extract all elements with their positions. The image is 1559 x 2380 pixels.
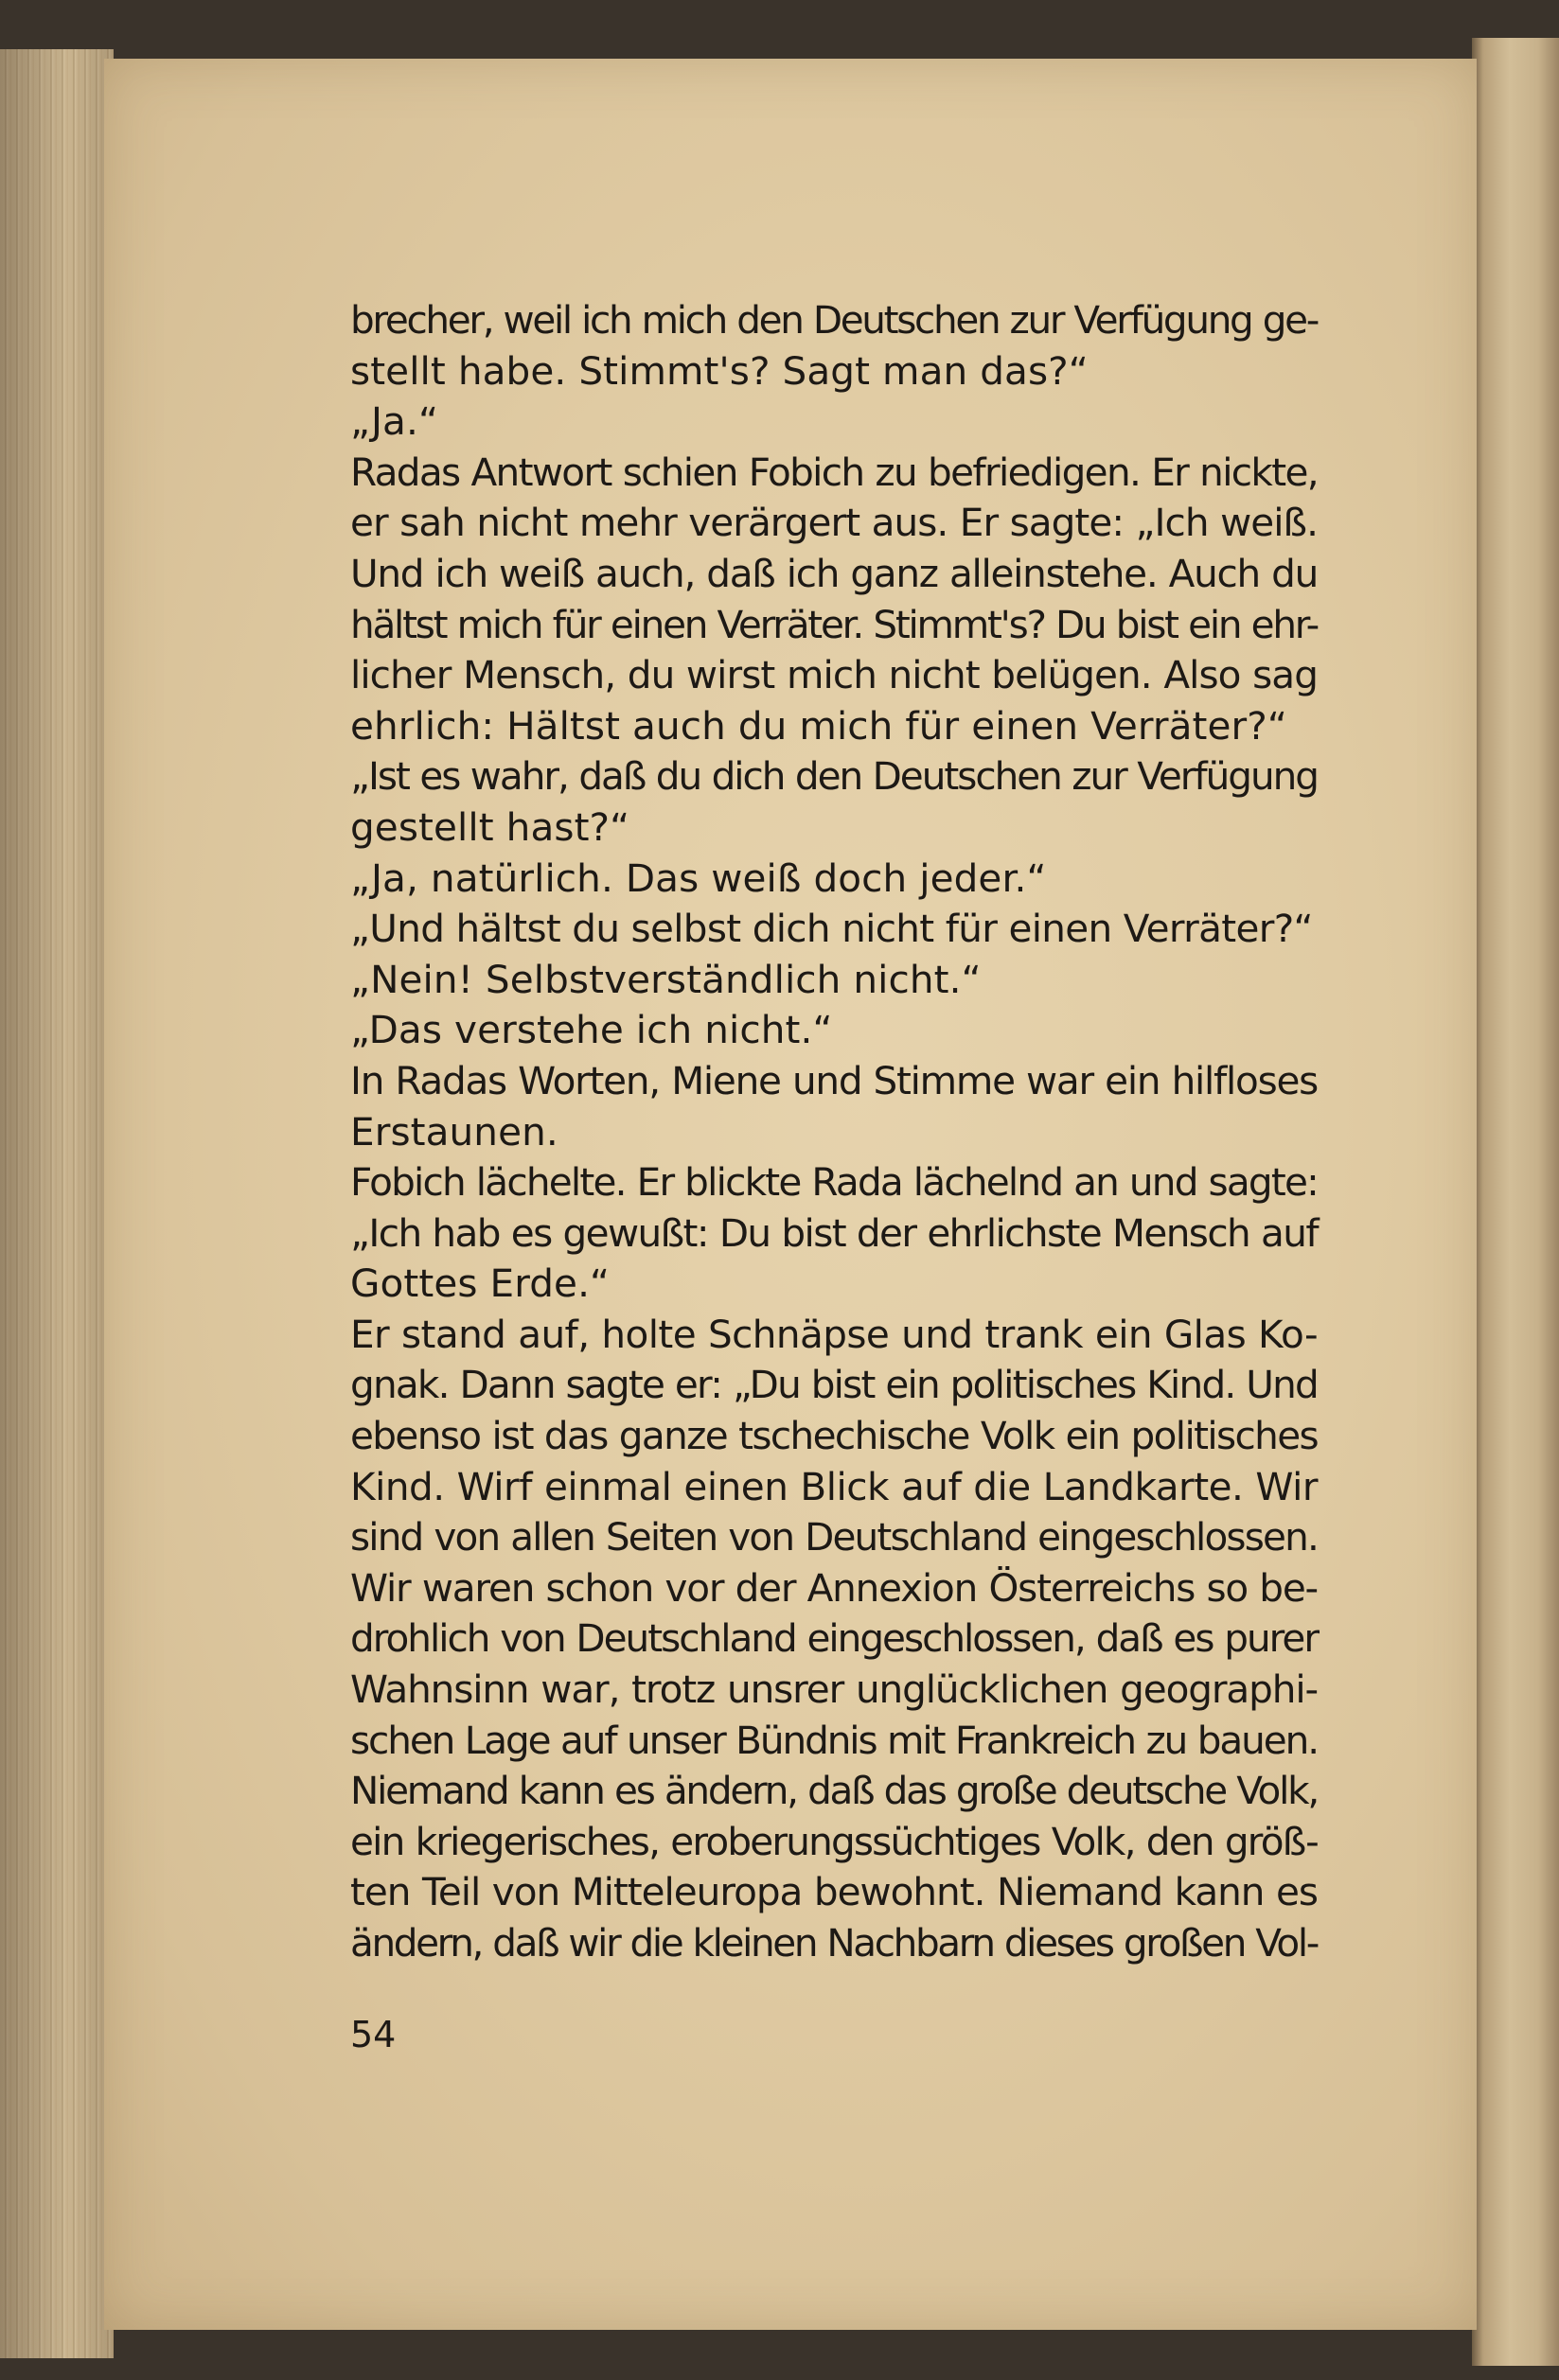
text-line: „Und hältst du selbst dich nicht für einen Verräter?“	[350, 906, 1313, 952]
text-line: gestellt hast?“	[350, 803, 630, 850]
text-line: Kind. Wirf einmal einen Blick auf die Landkarte. Wir	[350, 1463, 1318, 1509]
text-line: brecher, weil ich mich den Deutschen zur Verfügung ge-	[350, 297, 1318, 343]
text-line: „Ja.“	[350, 398, 439, 445]
text-line: ändern, daß wir die kleinen Nachbarn dieses großen Vol-	[350, 1920, 1318, 1966]
text-line: ten Teil von Mitteleuropa bewohnt. Niemand kann es	[350, 1869, 1318, 1915]
text-line: er sah nicht mehr verärgert aus. Er sagte: „Ich weiß.	[350, 500, 1318, 546]
page-number: 54	[350, 2014, 397, 2055]
text-line: Und ich weiß auch, daß ich ganz alleinstehe. Auch du	[350, 550, 1318, 596]
text-line: Niemand kann es ändern, daß das große deutsche Volk,	[350, 1768, 1318, 1814]
text-line: „Das verstehe ich nicht.“	[350, 1007, 833, 1053]
text-line: Wahnsinn war, trotz unsrer unglücklichen geographi-	[350, 1666, 1318, 1713]
text-line: „Ich hab es gewußt: Du bist der ehrlichste Mensch auf	[350, 1209, 1318, 1256]
text-line: licher Mensch, du wirst mich nicht belügen. Also sag	[350, 652, 1318, 698]
text-line: Fobich lächelte. Er blickte Rada lächelnd an und sagte:	[350, 1159, 1318, 1206]
text-line: Erstaunen.	[350, 1108, 558, 1155]
text-line: hältst mich für einen Verräter. Stimmt's? Du bist ein ehr-	[350, 601, 1318, 647]
text-line: drohlich von Deutschland eingeschlossen, daß es purer	[350, 1615, 1318, 1662]
text-line: sind von allen Seiten von Deutschland eingeschlossen.	[350, 1514, 1318, 1560]
text-line: ehrlich: Hältst auch du mich für einen Verräter?“	[350, 702, 1287, 749]
text-line: Gottes Erde.“	[350, 1261, 611, 1307]
text-line: Wir waren schon vor der Annexion Österreichs so be-	[350, 1564, 1318, 1611]
text-line: Radas Antwort schien Fobich zu befriedigen. Er nickte,	[350, 449, 1318, 495]
text-line: Er stand auf, holte Schnäpse und trank ein Glas Ko-	[350, 1311, 1318, 1357]
book-binding-right	[1472, 38, 1559, 2366]
text-line: „Nein! Selbstverständlich nicht.“	[350, 956, 982, 1002]
text-line: schen Lage auf unser Bündnis mit Frankreich zu bauen.	[350, 1717, 1318, 1763]
text-line: „Ist es wahr, daß du dich den Deutschen zur Verfügung	[350, 753, 1318, 800]
text-line: gnak. Dann sagte er: „Du bist ein politisches Kind. Und	[350, 1362, 1318, 1408]
text-line: „Ja, natürlich. Das weiß doch jeder.“	[350, 855, 1047, 901]
page-body-text	[350, 295, 1318, 1969]
page-edges-shadow	[0, 49, 114, 2358]
text-line: ebenso ist das ganze tschechische Volk ein politisches	[350, 1413, 1318, 1459]
text-line: In Radas Worten, Miene und Stimme war ein hilfloses	[350, 1057, 1318, 1103]
text-line: ein kriegerisches, eroberungssüchtiges Volk, den größ-	[350, 1818, 1318, 1864]
text-line: stellt habe. Stimmt's? Sagt man das?“	[350, 347, 1089, 394]
